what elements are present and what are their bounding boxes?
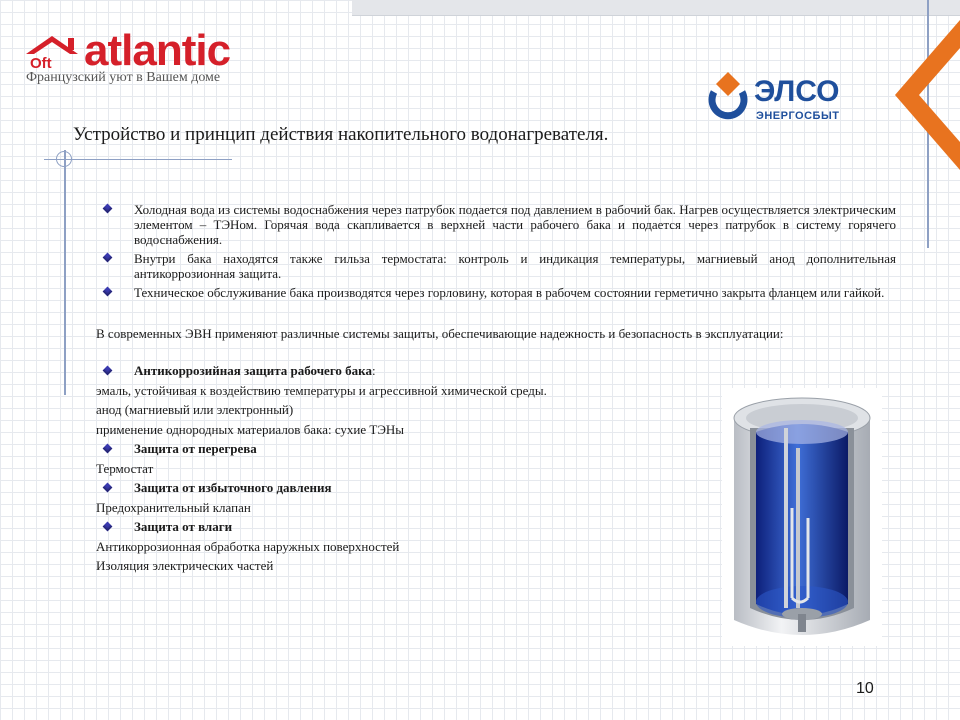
anticorrosion-heading: Антикоррозийная защита рабочего бака [134,363,372,378]
protection-paragraph: В современных ЭВН применяют различные системы защиты, обеспечивающие надежность и безопасность в эксплуатации: [96,326,784,341]
guide-circle [56,151,72,167]
atlantic-wordmark: atlantic [84,26,231,75]
left-guide-line [64,150,66,395]
atlantic-house-icon [24,32,84,70]
page-title: Устройство и принцип действия накопительного водонагревателя. [73,124,609,145]
anticorrosion-item-1: эмаль, устойчивая к воздействию температуры и агрессивной химической среды. [96,382,547,398]
elso-wordmark: ЭЛСО [754,75,840,108]
pressure-heading: Защита от избыточного давления [134,480,332,495]
overheat-heading: Защита от перегрева [134,441,257,456]
moisture-heading: Защита от влаги [134,519,233,534]
top-strip [352,0,960,16]
elso-emblem-icon [706,70,750,120]
moisture-item-2: Изоляция электрических частей [96,558,274,573]
atlantic-tagline: Французский уют в Вашем доме [26,70,221,85]
atlantic-logo [22,26,272,88]
orange-chevron-icon [895,20,960,170]
intro-bullet-3: Техническое обслуживание бака производятся через горловину, которая в рабочем состоянии герметично закрыта фланцем или гайкой. [96,285,896,300]
moisture-item-1: Антикоррозионная обработка наружных поверхностей [96,538,400,554]
anticorrosion-item-3: применение однородных материалов бака: сухие ТЭНы [96,421,405,437]
elso-logo [706,70,856,130]
page-number: 10 [856,680,874,697]
water-heater-cutaway-image [722,388,882,646]
anticorrosion-item-2: анод (магниевый или электронный) [96,402,294,417]
svg-text:Oft: Oft [30,55,52,70]
section-anticorrosion-heading [96,361,896,381]
pressure-item-1: Предохранительный клапан [96,499,251,515]
anticorrosion-suffix: : [371,363,376,378]
elso-subtitle: ЭНЕРГОСБЫТ [756,110,840,122]
title-guide-line [44,159,232,160]
intro-bullet-1: Холодная вода из системы водоснабжения через патрубок подается под давлением в рабочий бак. Нагрев осуществляется электрическим элементом – ТЭНом. Горячая вода скапливается в верхней части рабочего бака и подается через патрубок в систему горячего водоснабжения. [96,202,896,247]
overheat-item-1: Термостат [96,460,154,476]
intro-bullet-2: Внутри бака находятся также гильза термостата: контроль и индикация температуры, магниевый анод дополнительная антикоррозионная защита. [96,251,896,281]
